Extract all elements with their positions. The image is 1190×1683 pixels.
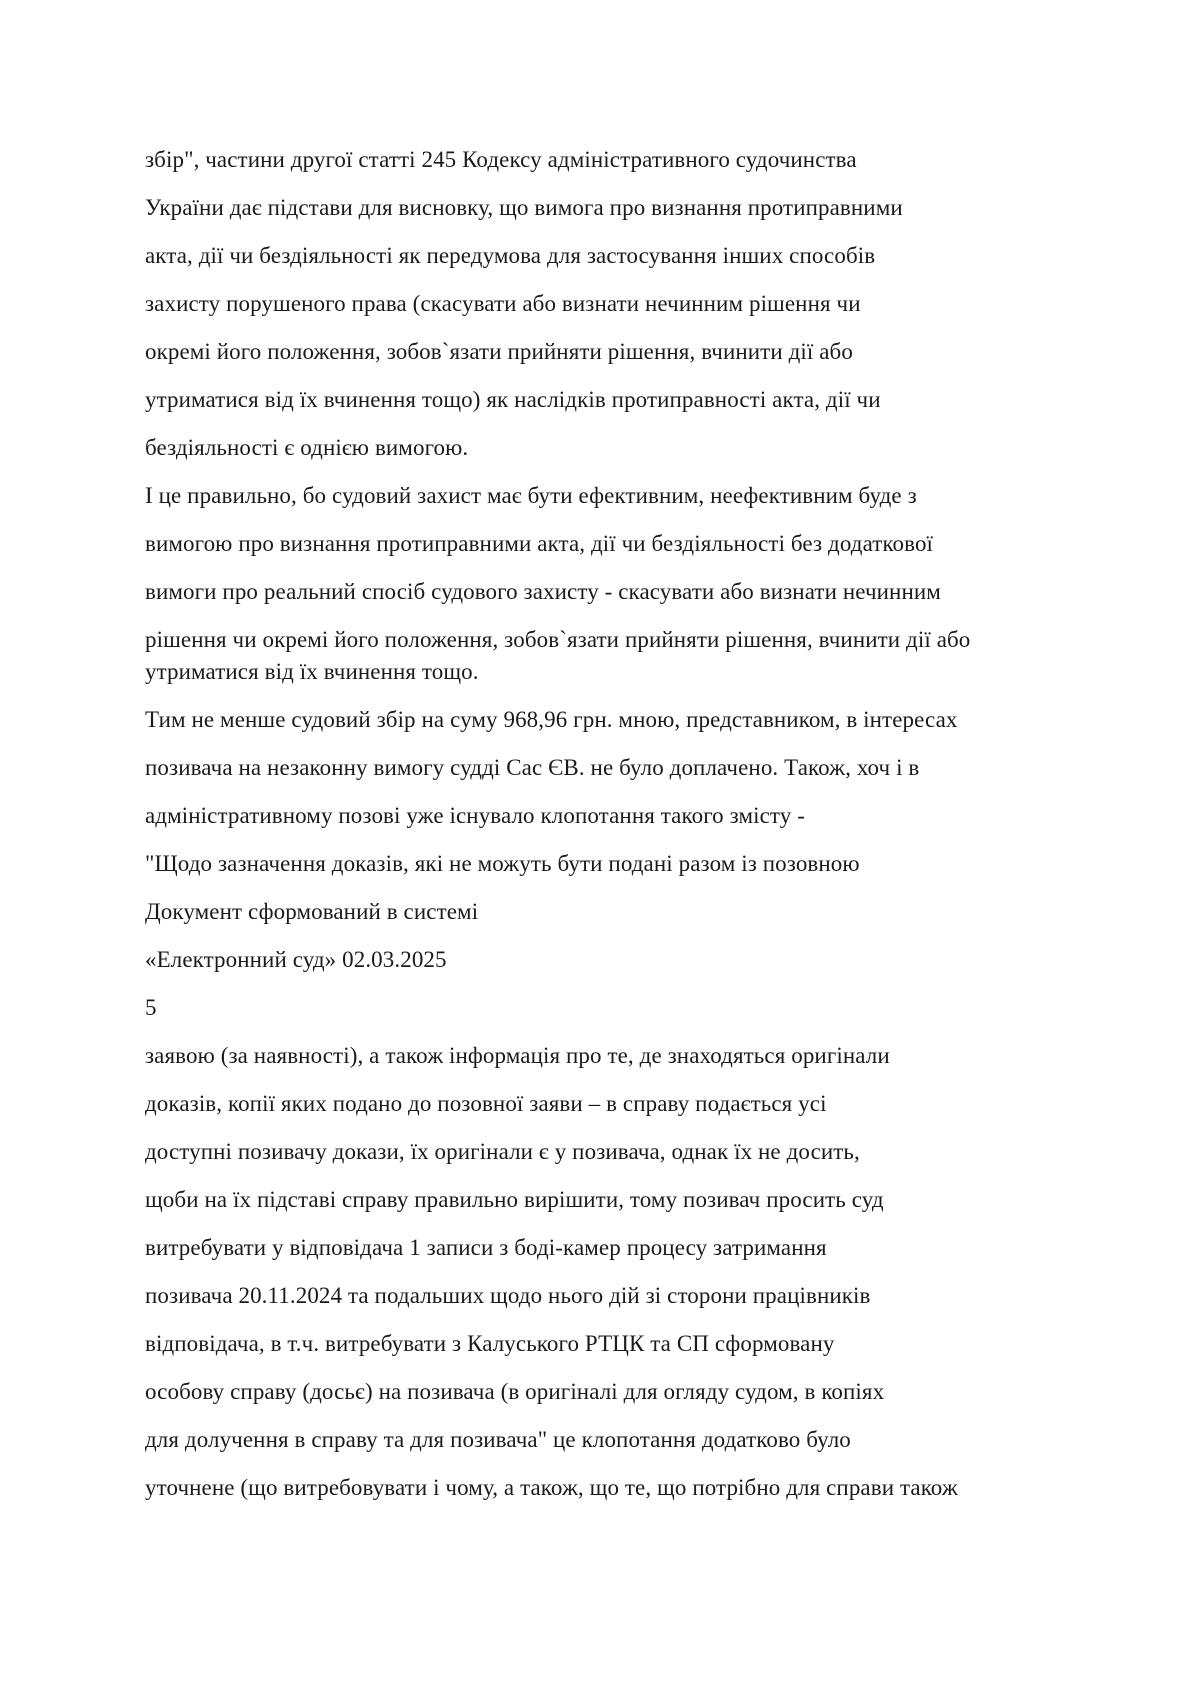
text-line: доступні позивачу докази, їх оригінали є у позивача, однак їх не досить, — [145, 1139, 860, 1164]
document-footer-date: «Електронний суд» 02.03.2025 — [145, 947, 447, 972]
text-line: доказів, копії яких подано до позовної заяви – в справу подається усі — [145, 1091, 827, 1116]
text-line: вимоги про реальний спосіб судового захисту - скасувати або визнати нечинним — [145, 579, 941, 604]
text-line: окремі його положення, зобов`язати прийняти рішення, вчинити дії або — [145, 339, 853, 364]
text-line: уточнене (що витребовувати і чому, а також, що те, що потрібно для справи також — [145, 1475, 958, 1500]
text-line: утриматися від їх вчинення тощо) як наслідків протиправності акта, дії чи — [145, 387, 881, 412]
text-line: позивача на незаконну вимогу судді Сас ЄВ. не було доплачено. Також, хоч і в — [145, 755, 920, 780]
text-line: відповідача, в т.ч. витребувати з Калуського РТЦК та СП сформовану — [145, 1331, 835, 1356]
page-number: 5 — [145, 995, 157, 1020]
text-line: бездіяльності є однією вимогою. — [145, 435, 469, 460]
text-line: для долучення в справу та для позивача" це клопотання додатково було — [145, 1427, 851, 1452]
text-line: утриматися від їх вчинення тощо. — [145, 659, 479, 684]
text-line: України дає підстави для висновку, що вимога про визнання протиправними — [145, 195, 903, 220]
text-line: "Щодо зазначення доказів, які не можуть бути подані разом із позовною — [145, 851, 860, 876]
text-line: особову справу (досьє) на позивача (в оригіналі для огляду судом, в копіях — [145, 1379, 885, 1404]
text-line: рішення чи окремі його положення, зобов`язати прийняти рішення, вчинити дії або — [145, 627, 971, 652]
text-line: вимогою про визнання протиправними акта, дії чи бездіяльності без додаткової — [145, 531, 934, 556]
document-footer-system: Документ сформований в системі — [145, 899, 479, 924]
text-line: збір", частини другої статті 245 Кодексу адміністративного судочинства — [145, 147, 857, 172]
text-line: позивача 20.11.2024 та подальших щодо нього дій зі сторони працівників — [145, 1283, 871, 1308]
text-line: акта, дії чи бездіяльності як передумова для застосування інших способів — [145, 243, 876, 268]
text-line: Тим не менше судовий збір на суму 968,96 грн. мною, представником, в інтересах — [145, 707, 958, 732]
text-line: витребувати у відповідача 1 записи з боді-камер процесу затримання — [145, 1235, 827, 1260]
text-line: адміністративному позові уже існувало клопотання такого змісту - — [145, 803, 805, 828]
text-line: заявою (за наявності), а також інформація про те, де знаходяться оригінали — [145, 1043, 890, 1068]
text-line: захисту порушеного права (скасувати або визнати нечинним рішення чи — [145, 291, 861, 316]
text-line: щоби на їх підставі справу правильно вирішити, тому позивач просить суд — [145, 1187, 884, 1212]
text-line: І це правильно, бо судовий захист має бути ефективним, неефективним буде з — [145, 483, 917, 508]
